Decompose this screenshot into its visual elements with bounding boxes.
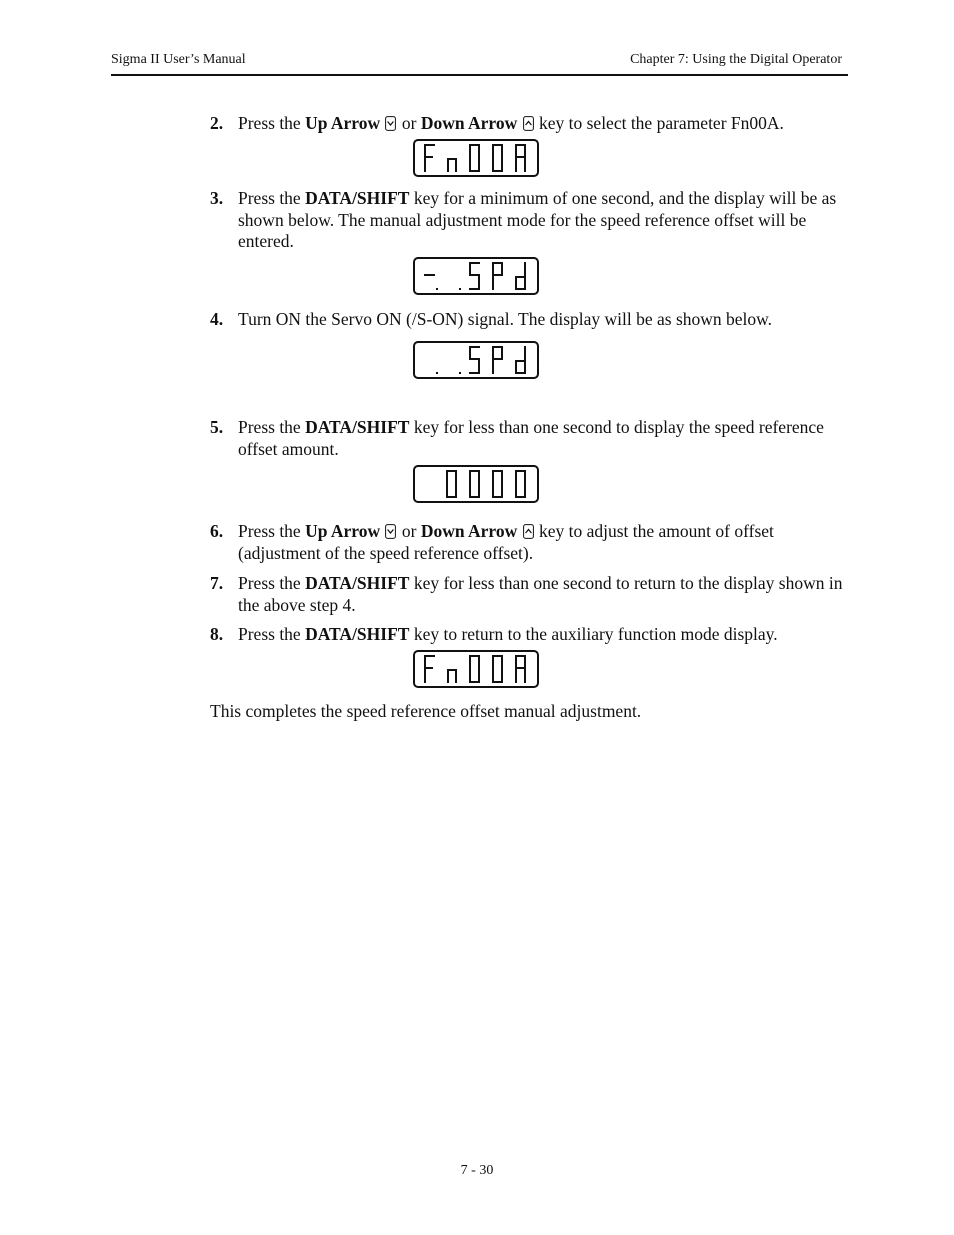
key-name-down-arrow: Down Arrow [420, 113, 518, 133]
running-header-right: Chapter 7: Using the Digital Operator [630, 52, 842, 67]
down-arrow-key-icon [523, 116, 534, 131]
led-display [413, 341, 539, 379]
led-display [413, 139, 539, 177]
step-2: 2. Press the Up Arrow or Down Arrow key to select the parameter Fn00A. [210, 113, 784, 133]
down-arrow-key-icon [523, 524, 534, 539]
up-arrow-key-icon [385, 524, 396, 539]
key-name-data-shift: DATA/SHIFT [305, 573, 410, 593]
key-name-up-arrow: Up Arrow [305, 521, 381, 541]
step-text: Press the [238, 113, 306, 133]
step-number: 3. [210, 188, 224, 208]
led-display [413, 465, 539, 503]
step-3: 3. Press the DATA/SHIFT key for a minimum of one second, and the display will be as shown below. The manual adjustment mode for the speed reference offset will be entered. [210, 188, 837, 251]
page-number: 7 - 30 [460, 1163, 494, 1178]
key-name-data-shift: DATA/SHIFT [305, 624, 410, 644]
step-number: 7. [210, 573, 224, 593]
closing-sentence: This completes the speed reference offset manual adjustment. [210, 701, 642, 721]
step-number: 8. [210, 624, 224, 644]
step-4: 4. Turn ON the Servo ON (/S-ON) signal. The display will be as shown below. [210, 309, 773, 329]
step-7: 7. Press the DATA/SHIFT key for less than one second to return to the display shown in the above step 4. [210, 573, 843, 615]
led-display [413, 257, 539, 295]
step-8: 8. Press the DATA/SHIFT key to return to the auxiliary function mode display. [210, 624, 778, 644]
header-rule [111, 74, 848, 76]
key-name-data-shift: DATA/SHIFT [305, 188, 410, 208]
step-number: 4. [210, 309, 224, 329]
step-number: 5. [210, 417, 224, 437]
step-5: 5. Press the DATA/SHIFT key for less than one second to display the speed reference offset amount. [210, 417, 824, 459]
running-header-left: Sigma II User’s Manual [111, 52, 246, 67]
up-arrow-key-icon [385, 116, 396, 131]
step-number: 2. [210, 113, 224, 133]
key-name-data-shift: DATA/SHIFT [305, 417, 410, 437]
led-display [413, 650, 539, 688]
step-number: 6. [210, 521, 224, 541]
key-name-up-arrow: Up Arrow [305, 113, 381, 133]
step-6: 6. Press the Up Arrow or Down Arrow key to adjust the amount of offset (adjustment of the speed reference offset). [210, 521, 774, 563]
key-name-down-arrow: Down Arrow [420, 521, 518, 541]
